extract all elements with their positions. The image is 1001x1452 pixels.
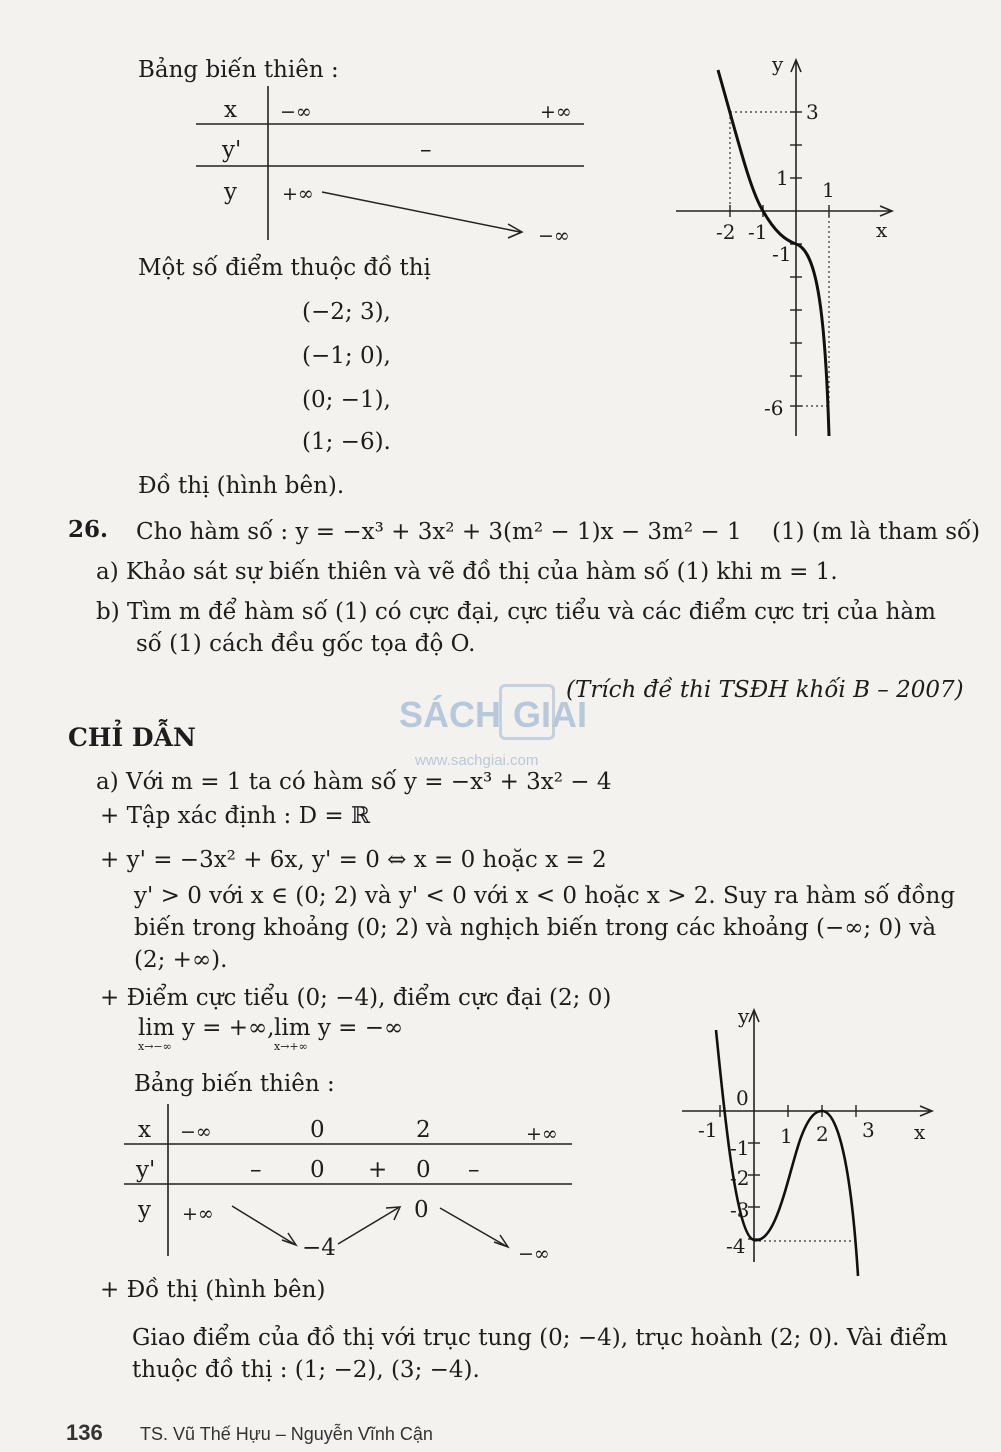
graph2-tick-m4: -4 [726,1234,746,1258]
graph-note-1: Đồ thị (hình bên). [138,473,345,499]
graph2-tick-m1y: -1 [730,1136,750,1160]
table1-y-label: y [224,179,237,205]
graph1-tick-m6: -6 [764,396,784,420]
graph2-tick-m1x: -1 [698,1118,718,1142]
table-title: Bảng biến thiên : [138,57,339,83]
point-4: (1; −6). [302,429,391,455]
point-2: (−1; 0), [302,343,391,369]
table2-y-start: +∞ [182,1203,214,1225]
guide-extrema: + Điểm cực tiểu (0; −4), điểm cực đại (2; 0) [100,985,612,1011]
table1-x-label: x [224,97,237,123]
point-1: (−2; 3), [302,299,391,325]
points-title: Một số điểm thuộc đồ thị [138,255,431,281]
problem-part-b-1: b) Tìm m để hàm số (1) có cực đại, cực tiểu và các điểm cực trị của hàm [96,599,936,625]
graph2-tick-2: 2 [816,1122,829,1146]
problem-number: 26. [68,516,109,543]
table2-yp-val-5: – [468,1157,480,1183]
graph1-y-label: y [772,52,784,76]
problem-note: (1) (m là tham số) [772,519,981,545]
watermark-brand-right: GIAI [513,694,588,735]
guide-intersect-1: Giao điểm của đồ thị với trục tung (0; −4), trục hoành (2; 0). Vài điểm [132,1325,948,1351]
guide-monotonic-3: (2; +∞). [134,947,228,973]
guide-derivative: + y' = −3x² + 6x, y' = 0 ⇔ x = 0 hoặc x = 2 [100,847,607,873]
table1-yp-label: y' [222,137,242,163]
guide-table-title: Bảng biến thiên : [134,1071,335,1097]
graph1-tick-3: 3 [806,100,819,124]
table1-y-right: −∞ [538,225,570,247]
problem-part-b-2: số (1) cách đều gốc tọa độ O. [136,631,476,657]
guide-limit-2: lim y = −∞ [274,1015,404,1041]
table2-x-val-3: 2 [416,1117,431,1143]
problem-part-a: a) Khảo sát sự biến thiên và vẽ đồ thị của hàm số (1) khi m = 1. [96,559,838,585]
table2-y-min: −4 [302,1235,336,1261]
graph2-tick-1: 1 [780,1124,793,1148]
watermark-url: www.sachgiai.com [415,752,539,769]
table1-y-left: +∞ [282,183,314,205]
guide-domain: + Tập xác định : D = ℝ [100,803,371,829]
guide-heading: CHỈ DẪN [68,723,196,752]
table2-yp-val-3: + [368,1157,388,1183]
graph1-tick-1x: 1 [822,178,835,202]
problem-statement: Cho hàm số : y = −x³ + 3x² + 3(m² − 1)x − 3m² − 1 [136,519,742,545]
guide-monotonic-1: y' > 0 với x ∈ (0; 2) và y' < 0 với x < 0 hoặc x > 2. Suy ra hàm số đồng [134,883,956,909]
guide-monotonic-2: biến trong khoảng (0; 2) và nghịch biến trong các khoảng (−∞; 0) và [134,915,937,941]
graph1-tick-m1y: -1 [772,242,792,266]
guide-intersect-2: thuộc đồ thị : (1; −2), (3; −4). [132,1357,480,1383]
graph1-tick-m1x: -1 [748,220,768,244]
watermark-brand-left: SÁCH [399,694,502,735]
guide-limit-1-sub: x→−∞ [138,1040,172,1053]
graph2-x-label: x [914,1120,926,1144]
guide-a-intro: a) Với m = 1 ta có hàm số y = −x³ + 3x² − 4 [96,769,612,795]
graph1-tick-m2: -2 [716,220,736,244]
footer-authors: TS. Vũ Thế Hựu – Nguyễn Vĩnh Cận [140,1424,433,1444]
guide-limit-2-sub: x→+∞ [274,1040,308,1053]
table1-x-left: −∞ [280,101,312,123]
graph2-origin: 0 [736,1086,749,1110]
table2-x-val-4: +∞ [526,1123,558,1145]
table2-yp-val-1: – [250,1157,262,1183]
point-3: (0; −1), [302,387,391,413]
graph2-y-label: y [738,1004,750,1028]
graph1-tick-1y: 1 [776,166,789,190]
graph1-x-label: x [876,218,888,242]
table2-y-max: 0 [414,1197,429,1223]
table2-y-end: −∞ [518,1243,550,1265]
table2-yp-val-2: 0 [310,1157,325,1183]
table2-x-val-1: −∞ [180,1121,212,1143]
graph2-tick-m3: -3 [730,1198,750,1222]
table2-yp-val-4: 0 [416,1157,431,1183]
table2-x-label: x [138,1117,151,1143]
page-number: 136 [66,1420,103,1445]
guide-graph-note: + Đồ thị (hình bên) [100,1277,326,1303]
graph2-tick-m2: -2 [730,1166,750,1190]
problem-source: (Trích đề thi TSĐH khối B – 2007) [566,677,964,703]
table2-yp-label: y' [136,1157,156,1183]
table2-x-val-2: 0 [310,1117,325,1143]
table1-x-right: +∞ [540,101,572,123]
graph2-tick-3: 3 [862,1118,875,1142]
table2-y-label: y [138,1197,151,1223]
table1-yp-sign: – [420,137,432,163]
guide-limit-1: lim y = +∞, [138,1015,275,1041]
